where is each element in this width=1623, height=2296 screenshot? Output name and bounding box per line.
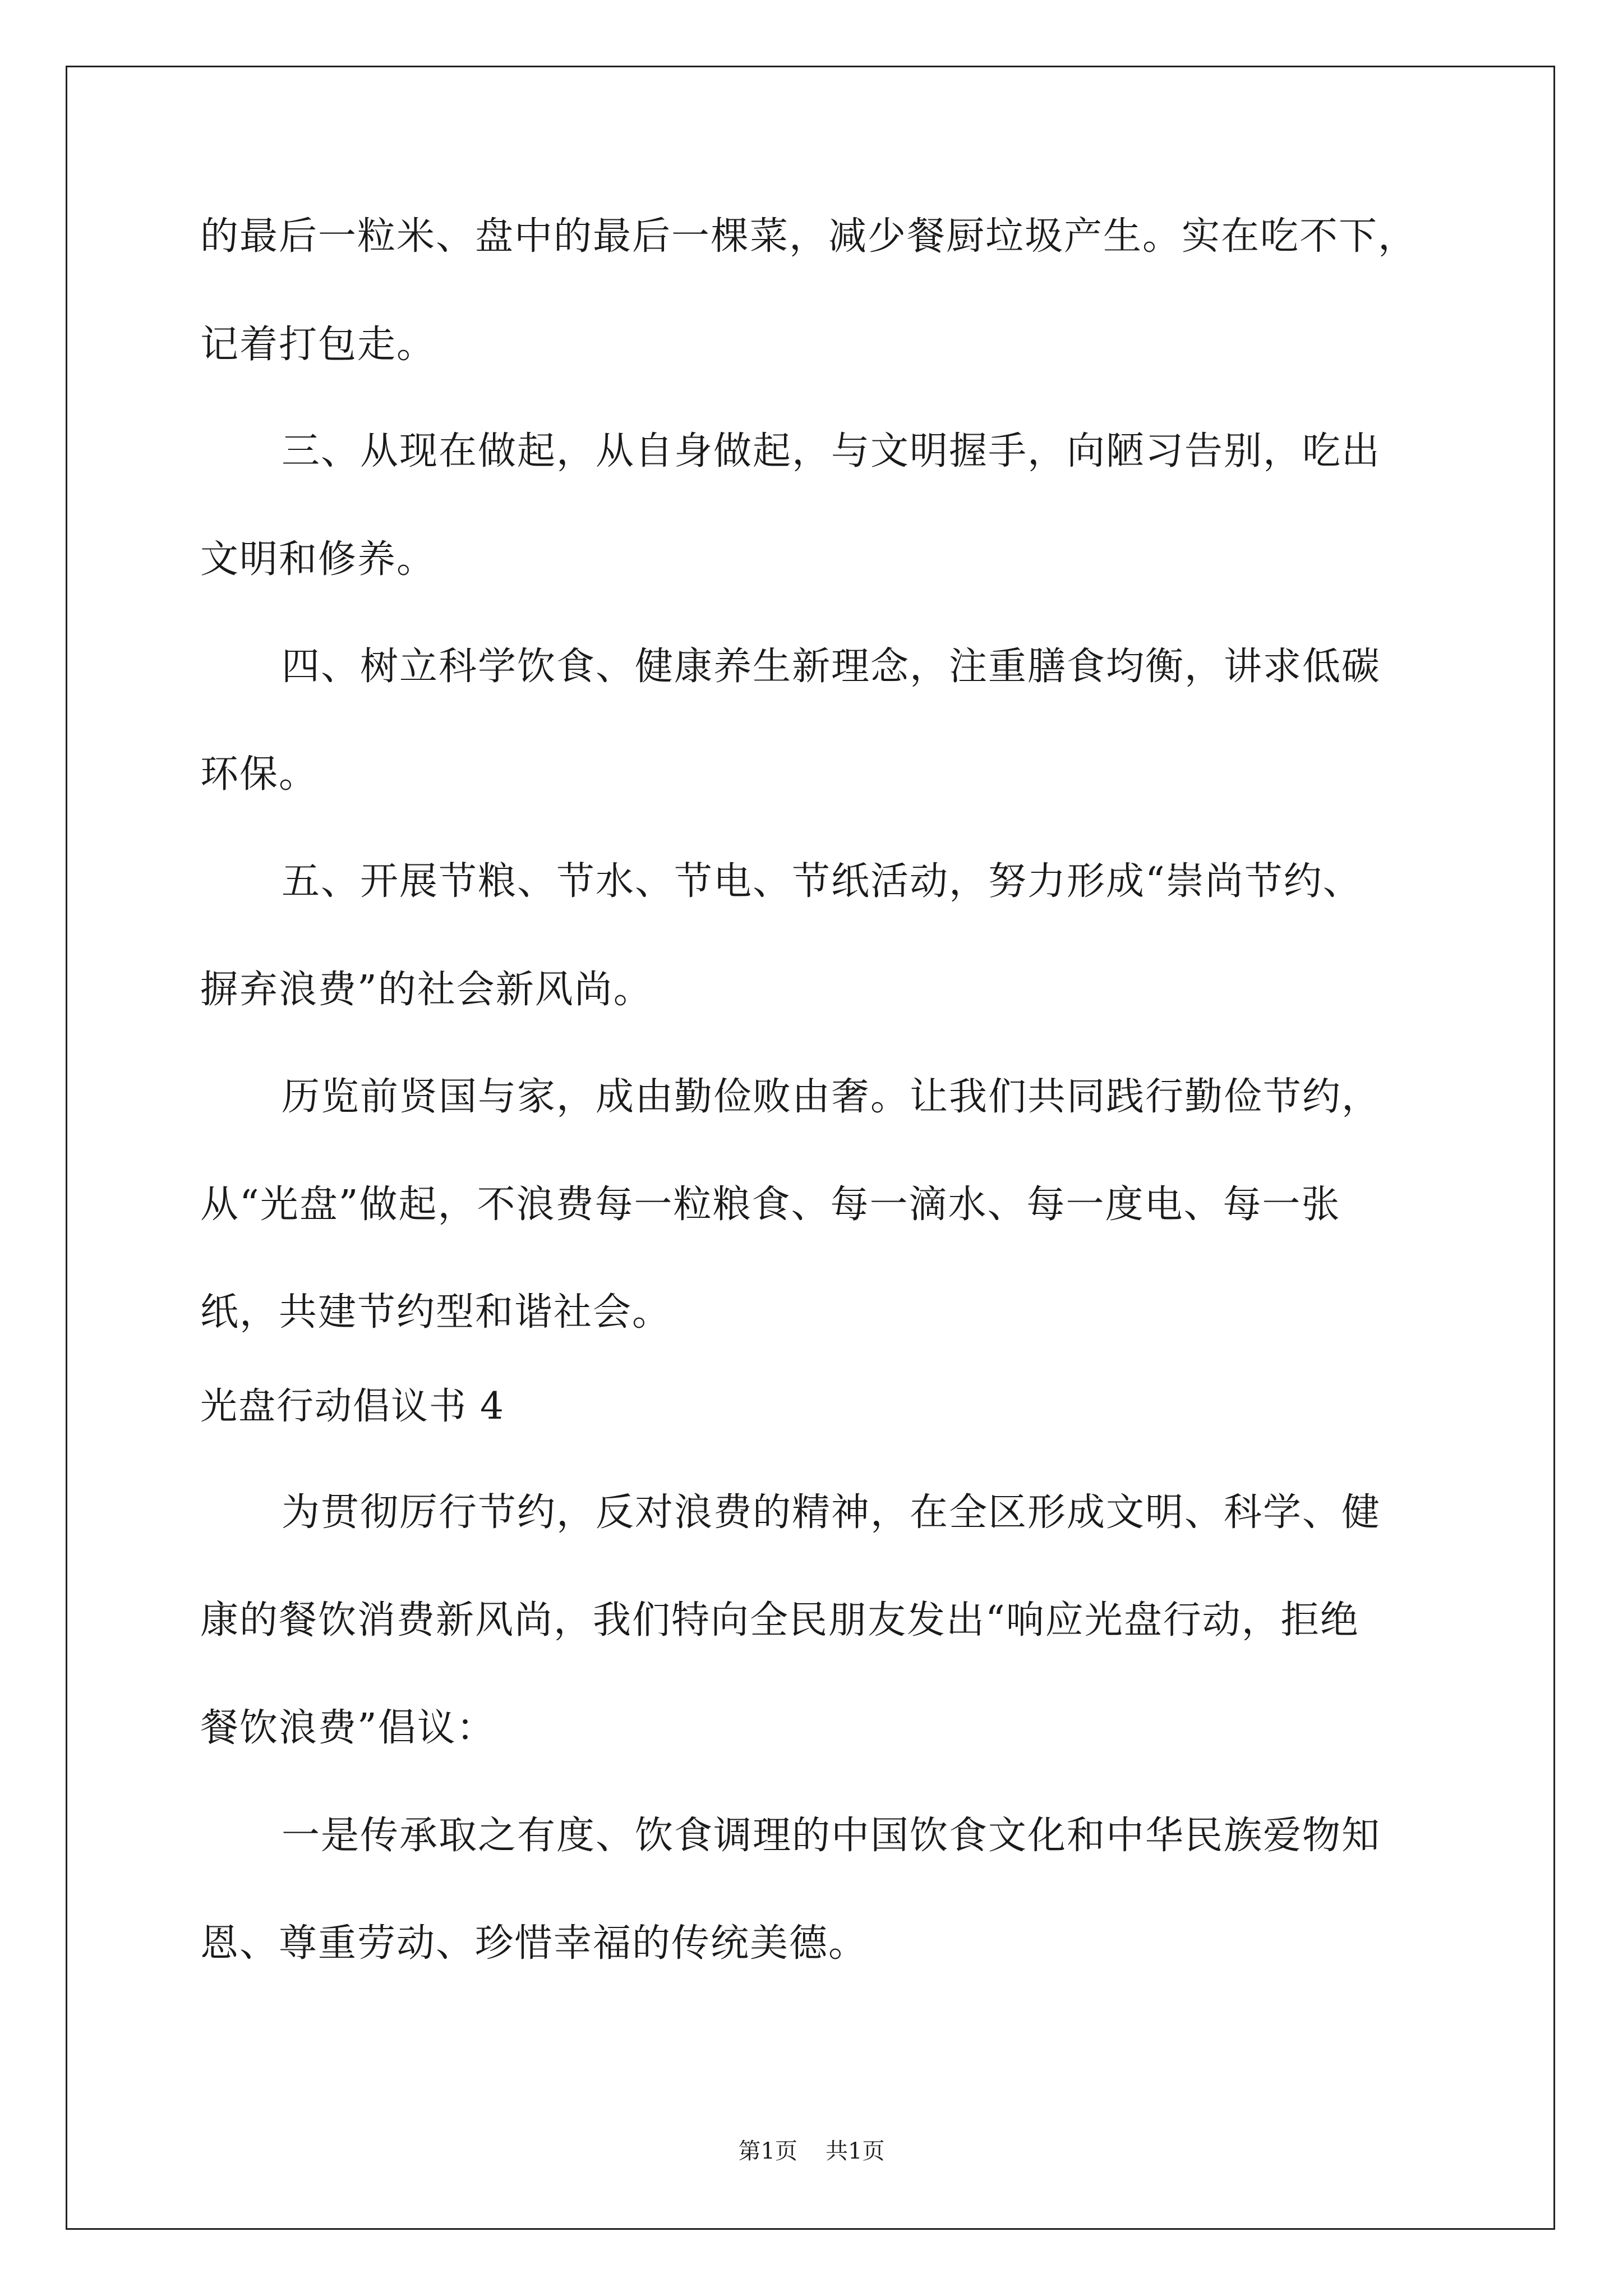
paragraph-start-line: 三、从现在做起，从自身做起，与文明握手，向陋习告别，吃出 bbox=[282, 429, 1381, 473]
paragraph-start-line: 历览前贤国与家，成由勤俭败由奢。让我们共同践行勤俭节约， bbox=[282, 1075, 1381, 1119]
page-footer bbox=[0, 2137, 1623, 2165]
body-line: 餐饮浪费”倡议： bbox=[200, 1706, 496, 1750]
paragraph-start-line: 四、树立科学饮食、健康养生新理念，注重膳食均衡，讲求低碳 bbox=[282, 645, 1381, 689]
paragraph-start-line: 为贯彻厉行节约，反对浪费的精神，在全区形成文明、科学、健 bbox=[282, 1490, 1381, 1535]
body-line: 恩、尊重劳动、珍惜幸福的传统美德。 bbox=[200, 1921, 868, 1966]
body-line: 摒弃浪费”的社会新风尚。 bbox=[200, 968, 653, 1012]
body-line: 纸，共建节约型和谐社会。 bbox=[200, 1290, 672, 1335]
body-line: 从“光盘”做起，不浪费每一粒粮食、每一滴水、每一度电、每一张 bbox=[200, 1182, 1341, 1227]
page-border bbox=[66, 66, 1555, 2230]
body-line: 记着打包走。 bbox=[200, 323, 436, 367]
body-line: 康的餐饮消费新风尚，我们特向全民朋友发出“响应光盘行动，拒绝 bbox=[200, 1598, 1359, 1642]
body-line: 环保。 bbox=[200, 752, 319, 797]
page-total: 共1页 bbox=[826, 2138, 885, 2164]
body-line: 的最后一粒米、盘中的最后一棵菜，减少餐厨垃圾产生。实在吃不下， bbox=[200, 214, 1418, 259]
body-line: 文明和修养。 bbox=[200, 537, 436, 582]
paragraph-start-line: 五、开展节粮、节水、节电、节纸活动，努力形成“崇尚节约、 bbox=[282, 859, 1362, 904]
page-number: 第1页 bbox=[738, 2138, 797, 2164]
section-heading: 光盘行动倡议书 4 bbox=[200, 1384, 505, 1428]
paragraph-start-line: 一是传承取之有度、饮食调理的中国饮食文化和中华民族爱物知 bbox=[282, 1814, 1381, 1858]
